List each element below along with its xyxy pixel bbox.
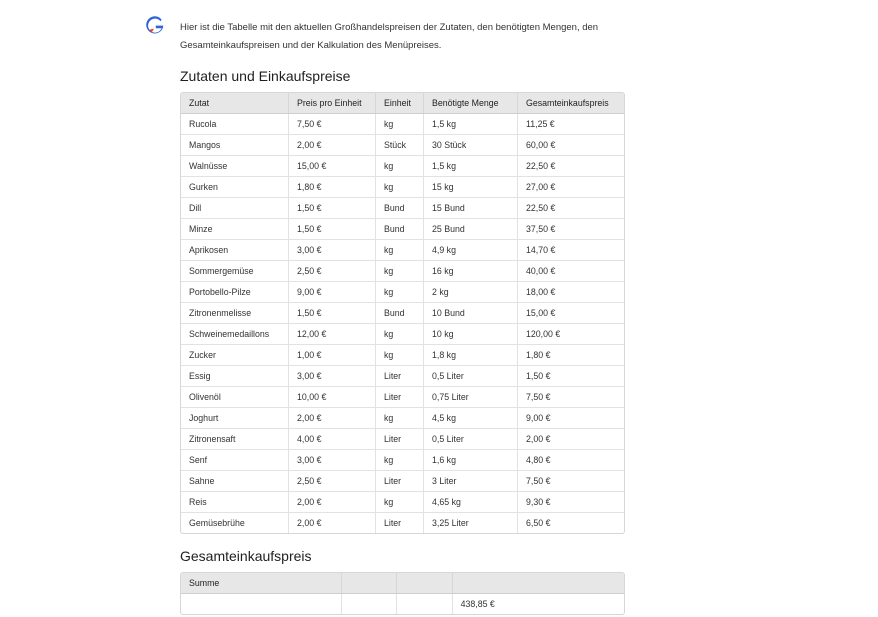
table-row [181,282,624,303]
table-cell: Joghurt [181,408,289,429]
table-cell: Aprikosen [181,240,289,261]
table-cell: kg [376,114,424,135]
table-cell: 0,75 Liter [424,387,518,408]
table-cell: 11,25 € [518,114,624,135]
table-row [181,594,624,614]
table-cell: Bund [376,303,424,324]
table-cell: 2,00 € [289,513,376,533]
table-row [181,114,624,135]
table-cell: Senf [181,450,289,471]
table-cell: kg [376,282,424,303]
table-cell: 9,00 € [518,408,624,429]
table-cell [342,594,397,614]
table-cell: 2,00 € [289,408,376,429]
table-cell: Rucola [181,114,289,135]
table-cell: 7,50 € [518,471,624,492]
table-cell: 18,00 € [518,282,624,303]
table-cell: 4,9 kg [424,240,518,261]
table-row [181,387,624,408]
table-cell: 1,5 kg [424,156,518,177]
table-row [181,135,624,156]
table-cell: 1,50 € [289,198,376,219]
table-header-row [181,93,624,114]
table-cell: Dill [181,198,289,219]
table-cell: 1,50 € [289,219,376,240]
table-cell: 9,30 € [518,492,624,513]
table-cell: Sahne [181,471,289,492]
table-cell: 9,00 € [289,282,376,303]
table-cell: 10 Bund [424,303,518,324]
table-cell: 27,00 € [518,177,624,198]
table-row [181,471,624,492]
table-row [181,324,624,345]
table-cell: 1,00 € [289,345,376,366]
table-cell: 15 Bund [424,198,518,219]
ingredients-table-body [181,114,624,533]
table-cell: 1,5 kg [424,114,518,135]
table-cell: Liter [376,429,424,450]
table-cell: Liter [376,366,424,387]
column-header-required-amount: Benötigte Menge [424,93,518,114]
table-cell: 25 Bund [424,219,518,240]
table-cell: Minze [181,219,289,240]
table-cell: 3,00 € [289,366,376,387]
table-cell: 1,50 € [289,303,376,324]
table-cell: kg [376,408,424,429]
table-cell: Olivenöl [181,387,289,408]
table-row [181,429,624,450]
table-cell [397,594,452,614]
table-cell: 2,50 € [289,261,376,282]
table-cell: Walnüsse [181,156,289,177]
column-header-empty [453,573,624,594]
table-cell: Reis [181,492,289,513]
table-cell: kg [376,261,424,282]
table-cell: 438,85 € [460,599,495,609]
table-cell: 15 kg [424,177,518,198]
table-row [181,177,624,198]
column-header-sum: Summe [181,573,342,594]
table-cell: 0,5 Liter [424,429,518,450]
table-cell: 1,8 kg [424,345,518,366]
table-row [181,240,624,261]
section-heading-ingredients: Zutaten und Einkaufspreise [180,68,351,84]
table-cell: 4,80 € [518,450,624,471]
table-cell: Schweinemedaillons [181,324,289,345]
table-cell: 22,50 € [518,156,624,177]
table-cell: Zitronensaft [181,429,289,450]
table-cell: Liter [376,513,424,533]
table-row [181,156,624,177]
table-cell: 1,6 kg [424,450,518,471]
column-header-empty [397,573,452,594]
table-cell: 2,50 € [289,471,376,492]
table-cell: 7,50 € [518,387,624,408]
table-cell: Bund [376,198,424,219]
table-row [181,492,624,513]
table-cell: Zitronenmelisse [181,303,289,324]
table-cell: 22,50 € [518,198,624,219]
table-cell: 15,00 € [518,303,624,324]
table-row [181,408,624,429]
table-cell: 10,00 € [289,387,376,408]
column-header-ingredient: Zutat [181,93,289,114]
table-row [181,261,624,282]
table-cell: Gurken [181,177,289,198]
table-cell: kg [376,177,424,198]
table-cell: Mangos [181,135,289,156]
table-cell: 37,50 € [518,219,624,240]
table-cell: kg [376,345,424,366]
table-cell: 2,00 € [289,492,376,513]
column-header-unit-price: Preis pro Einheit [289,93,376,114]
table-cell: Stück [376,135,424,156]
table-cell: 3 Liter [424,471,518,492]
column-header-unit: Einheit [376,93,424,114]
table-cell: Zucker [181,345,289,366]
table-cell: 4,00 € [289,429,376,450]
table-cell: 3,00 € [289,450,376,471]
column-header-total-price: Gesamteinkaufspreis [518,93,624,114]
table-cell: Gemüsebrühe [181,513,289,533]
table-cell: 16 kg [424,261,518,282]
table-cell: 4,5 kg [424,408,518,429]
message-content [180,19,640,615]
table-cell: 7,50 € [289,114,376,135]
table-cell: Sommergemüse [181,261,289,282]
table-cell: 2,00 € [289,135,376,156]
table-cell: 12,00 € [289,324,376,345]
table-cell: 30 Stück [424,135,518,156]
table-cell: 6,50 € [526,518,551,528]
assistant-logo-icon [145,16,165,36]
table-cell: 10 kg [424,324,518,345]
table-cell: 4,65 kg [424,492,518,513]
table-header-row [181,573,624,594]
column-header-empty [342,573,397,594]
table-cell: 14,70 € [518,240,624,261]
table-cell: Portobello-Pilze [181,282,289,303]
table-cell: Liter [376,387,424,408]
table-row [181,219,624,240]
table-cell: kg [376,156,424,177]
total-table-body [181,594,624,614]
table-cell: Essig [181,366,289,387]
table-cell: 2 kg [424,282,518,303]
table-cell: 60,00 € [518,135,624,156]
table-cell: 1,80 € [289,177,376,198]
table-cell: kg [376,450,424,471]
table-row [181,450,624,471]
table-cell: kg [376,240,424,261]
table-cell: 120,00 € [518,324,624,345]
table-cell: 1,80 € [518,345,624,366]
table-cell: Liter [376,471,424,492]
ingredients-table [180,92,625,534]
intro-text: Hier ist die Tabelle mit den aktuellen Großhandelspreisen der Zutaten, den benötigten Mengen, den Gesamteinkaufspreisen und der Kalkulation des Menüpreises. [180,22,599,51]
table-row [181,366,624,387]
total-table [180,572,625,615]
table-row [181,345,624,366]
table-cell [181,594,342,614]
table-cell: 15,00 € [289,156,376,177]
table-row [181,513,624,533]
table-cell: 3,25 Liter [424,513,518,533]
table-row [181,303,624,324]
table-cell: Bund [376,219,424,240]
section-heading-total: Gesamteinkaufspreis [180,548,312,564]
table-cell: 40,00 € [518,261,624,282]
table-cell: 3,00 € [289,240,376,261]
table-cell: kg [376,492,424,513]
table-cell: 0,5 Liter [424,366,518,387]
table-row [181,198,624,219]
table-cell: 1,50 € [518,366,624,387]
table-cell: 2,00 € [518,429,624,450]
table-cell: kg [376,324,424,345]
